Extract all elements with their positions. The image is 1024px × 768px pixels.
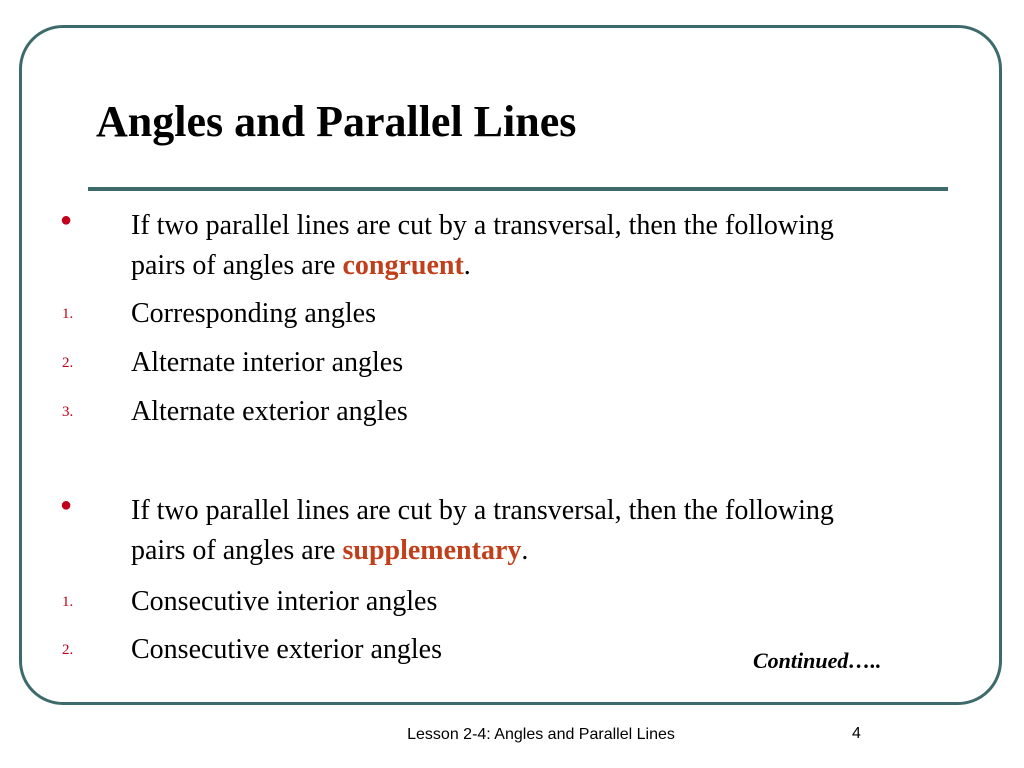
bullet-text: If two parallel lines are cut by a transversal, then the following pairs of angles are congruent.	[131, 210, 834, 281]
list-number: 1.	[62, 594, 74, 610]
footer-lesson-title: Lesson 2-4: Angles and Parallel Lines	[407, 726, 675, 743]
list-item-text: Consecutive interior angles	[131, 586, 438, 617]
congruent-term: congruent	[342, 250, 464, 281]
continued-note: Continued…..	[753, 648, 882, 673]
slide-title: Angles and Parallel Lines	[96, 97, 577, 146]
title-divider	[88, 187, 948, 191]
list-number: 2.	[62, 355, 74, 371]
list-item-text: Corresponding angles	[131, 298, 376, 329]
list-number: 3.	[62, 404, 74, 420]
list-item-text: Alternate interior angles	[131, 347, 404, 378]
page-number: 4	[852, 725, 861, 742]
supplementary-term: supplementary	[342, 535, 522, 566]
bullet-marker: ●	[60, 209, 73, 231]
bullet-marker: ●	[60, 494, 73, 516]
list-number: 2.	[62, 642, 74, 658]
bullet-text: If two parallel lines are cut by a transversal, then the following pairs of angles are supplementary.	[131, 495, 834, 566]
list-item-text: Alternate exterior angles	[131, 396, 408, 427]
list-number: 1.	[62, 306, 74, 322]
list-item-text: Consecutive exterior angles	[131, 634, 443, 665]
